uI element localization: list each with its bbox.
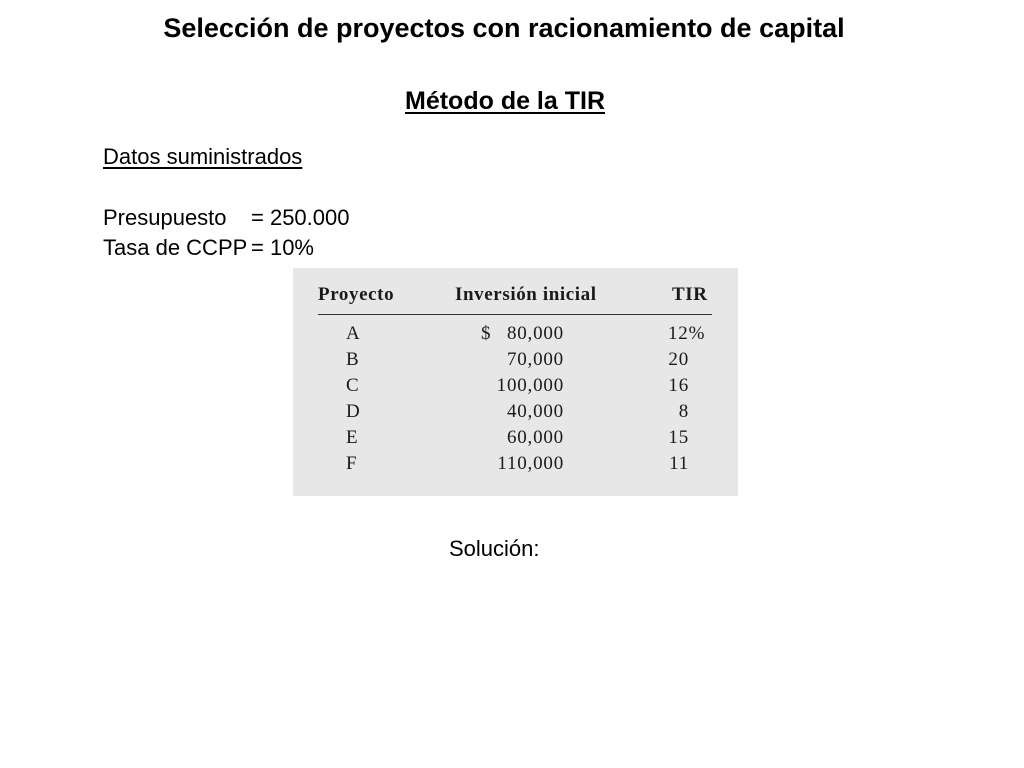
- irr-cell: 11: [669, 453, 689, 474]
- investment-cell: 70,000: [506, 349, 564, 370]
- project-cell: A: [346, 323, 361, 344]
- investment-cell: 110,000: [497, 453, 564, 474]
- investment-cell: 80,000: [506, 323, 564, 344]
- investment-cell: 100,000: [496, 375, 564, 396]
- solution-label: Solución:: [449, 536, 540, 561]
- given-label: Presupuesto: [103, 205, 227, 230]
- given-budget: [103, 204, 503, 232]
- investment-cell: 40,000: [506, 401, 564, 422]
- header-investment: Inversión inicial: [455, 284, 597, 305]
- project-cell: C: [346, 375, 360, 396]
- table-row: [293, 373, 738, 399]
- table-header: [293, 282, 738, 308]
- table-row: [293, 425, 738, 451]
- project-cell: B: [346, 349, 360, 370]
- header-divider: [318, 314, 712, 315]
- projects-table: [293, 268, 738, 496]
- given-value: = 250.000: [251, 205, 350, 230]
- table-row: [293, 347, 738, 373]
- irr-cell: 8: [678, 401, 689, 422]
- project-cell: D: [346, 401, 361, 422]
- irr-cell: 20: [668, 349, 689, 370]
- table-row: [293, 399, 738, 425]
- given-value: = 10%: [251, 235, 314, 260]
- header-project: Proyecto: [318, 284, 395, 305]
- data-heading: Datos suministrados: [103, 144, 303, 169]
- slide-title: Selección de proyectos con racionamiento de capital: [163, 13, 845, 43]
- slide-subtitle: Método de la TIR: [405, 87, 605, 115]
- project-cell: E: [346, 427, 359, 448]
- given-cost-of-capital: [103, 234, 503, 262]
- irr-cell: 15: [668, 427, 689, 448]
- header-irr: TIR: [672, 284, 708, 305]
- irr-cell: 16: [668, 375, 689, 396]
- investment-cell: 60,000: [506, 427, 564, 448]
- irr-cell: 12%: [668, 323, 706, 344]
- table-row: [293, 321, 738, 347]
- currency-cell: $: [481, 323, 492, 344]
- given-label: Tasa de CCPP: [103, 235, 248, 260]
- project-cell: F: [346, 453, 358, 474]
- table-row: [293, 451, 738, 477]
